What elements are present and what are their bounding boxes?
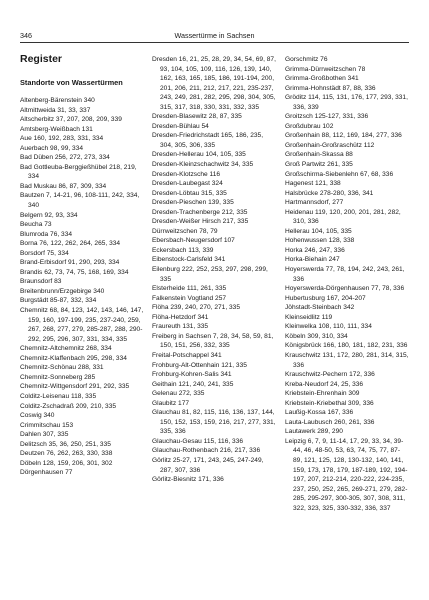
index-entry: Frohburg-Kohren-Salis 341 <box>152 371 232 379</box>
page-number: 346 <box>20 31 32 40</box>
index-entry: Kleinwelka 108, 110, 111, 334 <box>285 323 372 331</box>
index-entry: Görlitz-Biesnitz 171, 336 <box>152 476 224 484</box>
index-entry: Chemnitz-Altchemnitz 268, 334 <box>20 345 112 353</box>
index-entry: Eilenburg 222, 252, 253, 297, 298, 299, 335 <box>152 266 268 283</box>
index-entry: Lauta-Laubusch 260, 261, 336 <box>285 418 375 426</box>
index-column-1 <box>20 96 144 478</box>
index-entry: Hohenwussen 128, 338 <box>285 237 355 245</box>
index-entry: Dresden-Pieschen 139, 335 <box>152 199 234 207</box>
index-entry: Hartmannsdorf, 277 <box>285 199 344 207</box>
index-entry: Gorschmitz 76 <box>285 56 328 63</box>
section-title: Standorte von Wassertürmen <box>20 78 123 87</box>
index-entry: Blumroda 76, 334 <box>20 230 73 238</box>
index-entry: Burgstädt 85-87, 332, 334 <box>20 297 97 305</box>
index-column-3 <box>285 55 409 513</box>
index-entry: Glauchau 81, 82, 115, 116, 136, 137, 144, 150, 152, 153, 159, 216, 217, 277, 331, 335, 336 <box>152 409 276 436</box>
index-entry: Hagenest 121, 338 <box>285 180 341 188</box>
index-entry: Bad Düben 256, 272, 273, 334 <box>20 154 110 162</box>
index-entry: Görlitz 25-27, 171, 243, 245, 247-249, 287, 307, 336 <box>152 456 264 474</box>
index-entry: Bautzen 7, 14-21, 96, 108-111, 242, 334, 340 <box>20 192 140 210</box>
index-entry: Kleinseidlitz 119 <box>285 313 333 321</box>
index-entry: Freital-Potschappel 341 <box>152 351 222 359</box>
index-entry: Dörgenhausen 77 <box>20 469 73 477</box>
index-entry: Dresden-Bühlau 54 <box>152 122 209 130</box>
index-entry: Glauchau-Gesau 115, 116, 336 <box>152 437 244 445</box>
index-entry: Coswig 340 <box>20 412 55 420</box>
index-entry: Crimmitschau 153 <box>20 421 74 429</box>
index-entry: Leipzig 6, 7, 9, 11-14, 17, 29, 33, 34, 39-44, 46, 48-50, 53, 63, 74, 75, 77, 87-89, 121, 125, 128, 130-132, 140, 141, 159, 173, 178, 179, 187-189, 192, 194-197, 207, 212-214, 220-222, 224-235, 237, 250, 252, 265, 269-271, 279, 282-285, 295-297, 300-305, 307, 308, 311, 322, 323, 325, 330-332, 336, 337 <box>285 437 408 512</box>
index-entry: Dresden-Friedrichstadt 165, 186, 235, 304, 305, 306, 335 <box>152 132 264 149</box>
index-entry: Altmittweida 31, 33, 337 <box>20 106 91 114</box>
index-entry: Krauschwitz-Pechern 172, 336 <box>285 371 375 379</box>
index-entry: Lautawerk 289, 290 <box>285 428 343 436</box>
index-entry: Groß Partwitz 261, 335 <box>285 161 353 169</box>
index-entry: Dresden-Kleinzschachwitz 34, 335 <box>152 161 254 169</box>
index-entry: Jöhstadt-Steinbach 342 <box>285 304 355 312</box>
index-column-2 <box>152 55 276 485</box>
index-entry: Großenhain-Großraschütz 112 <box>285 141 375 149</box>
index-entry: Ebersbach-Neugersdorf 107 <box>152 237 235 245</box>
index-entry: Köbeln 309, 310, 334 <box>285 332 348 340</box>
index-entry: Hellerau 104, 105, 335 <box>285 227 352 235</box>
index-entry: Großschirma-Siebenlehn 67, 68, 336 <box>285 170 394 178</box>
index-entry: Großenhain 88, 112, 169, 184, 277, 336 <box>285 132 402 140</box>
index-entry: Bad Muskau 86, 87, 309, 334 <box>20 182 107 190</box>
index-entry: Glaubitz 177 <box>152 399 190 407</box>
index-entry: Grimma-Hohnstädt 87, 88, 336 <box>285 84 376 92</box>
index-entry: Flöha-Hetzdorf 341 <box>152 313 209 321</box>
index-entry: Laußig-Kossa 167, 336 <box>285 409 354 417</box>
index-entry: Eibenstock-Carlsfeld 341 <box>152 256 226 264</box>
index-entry: Colditz-Zschadraß 209, 210, 335 <box>20 402 117 410</box>
header-rule <box>20 42 409 43</box>
index-entry: Dresden-Löbtau 315, 335 <box>152 189 227 197</box>
index-entry: Deutzen 76, 262, 263, 330, 338 <box>20 450 113 458</box>
index-entry: Gröditz 114, 115, 131, 176, 177, 293, 331, 336, 339 <box>285 94 408 111</box>
index-entry: Horka-Biehain 247 <box>285 256 340 264</box>
index-entry: Dresden 16, 21, 25, 28, 29, 34, 54, 69, 87, 93, 104, 105, 109, 116, 126, 139, 140, 162, 163, 165, 185, 186, 191-194, 200, 201, 206, 211, 212, 217, 221, 235-237, 243, 249, 281, 282, 295, 298, 304, 305, 315, 317, 318, 330, 331, 332, 335 <box>152 56 276 111</box>
index-entry: Dresden-Blasewitz 28, 87, 335 <box>152 113 242 121</box>
index-entry: Borna 76, 122, 262, 264, 265, 334 <box>20 240 121 248</box>
running-title: Wassertürme in Sachsen <box>174 31 255 40</box>
index-entry: Braunsdorf 83 <box>20 278 62 286</box>
index-entry: Gelenau 272, 335 <box>152 390 205 398</box>
index-entry: Grimma-Großbothen 341 <box>285 75 359 83</box>
index-entry: Fraureuth 131, 335 <box>152 323 209 331</box>
index-entry: Dahlen 307, 335 <box>20 431 69 439</box>
index-entry: Falkenstein Vogtland 257 <box>152 294 227 302</box>
index-entry: Borsdorf 75, 334 <box>20 249 69 257</box>
index-entry: Glauchau-Rothenbach 216, 217, 336 <box>152 447 261 455</box>
index-entry: Hubertusburg 167, 204-207 <box>285 294 366 302</box>
index-entry: Kreba-Neudorf 24, 25, 336 <box>285 380 364 388</box>
index-entry: Colditz-Leisenau 118, 335 <box>20 392 97 400</box>
index-entry: Kriebstein-Kriebethal 309, 336 <box>285 399 374 407</box>
index-entry: Heidenau 119, 120, 200, 201, 281, 282, 310, 336 <box>285 208 401 226</box>
index-entry: Geithain 121, 240, 241, 335 <box>152 380 234 388</box>
index-entry: Dresden-Trachenberge 212, 335 <box>152 208 248 216</box>
index-entry: Chemnitz-Klaffenbach 295, 298, 334 <box>20 354 127 362</box>
index-entry: Brandis 62, 73, 74, 75, 168, 169, 334 <box>20 268 129 276</box>
index-entry: Freiberg in Sachsen 7, 28, 34, 58, 59, 81, 150, 151, 256, 332, 335 <box>152 332 274 350</box>
index-entry: Großenhain-Skassa 88 <box>285 151 353 159</box>
index-entry: Flöha 239, 240, 270, 271, 335 <box>152 304 240 312</box>
index-entry: Brand-Erbisdorf 91, 290, 293, 334 <box>20 259 120 267</box>
index-entry: Beucha 73 <box>20 221 52 229</box>
index-entry: Altenberg-Bärenstein 340 <box>20 97 95 104</box>
index-entry: Belgern 92, 93, 334 <box>20 211 78 219</box>
index-entry: Dresden-Klotzsche 116 <box>152 170 221 178</box>
index-entry: Halsbrücke 278-280, 336, 341 <box>285 189 374 197</box>
index-entry: Auerbach 98, 99, 334 <box>20 144 84 152</box>
index-entry: Eckersbach 113, 339 <box>152 246 214 254</box>
index-entry: Elsterheide 111, 261, 335 <box>152 285 227 293</box>
index-entry: Horka 246, 247, 336 <box>285 246 345 254</box>
index-entry: Breitenbrunn/Erzgebirge 340 <box>20 287 105 295</box>
index-entry: Amtsberg-Weißbach 131 <box>20 125 93 133</box>
running-header <box>20 30 409 41</box>
index-entry: Bad Gottleuba-Berggießhübel 218, 219, 334 <box>20 163 137 181</box>
index-entry: Chemnitz-Wittgensdorf 291, 292, 335 <box>20 383 130 391</box>
index-entry: Dresden-Laubegast 324 <box>152 180 223 188</box>
index-entry: Chemnitz 68, 84, 123, 142, 143, 146, 147, 159, 160, 197-199, 235, 237-240, 259, 267, 268, 277, 279, 285-287, 288, 290-292, 295, 296, 307, 331, 334, 335 <box>20 307 144 343</box>
index-entry: Delitzsch 35, 36, 250, 251, 335 <box>20 440 111 448</box>
index-entry: Groitzsch 125-127, 331, 336 <box>285 113 369 121</box>
index-entry: Dresden-Weißer Hirsch 217, 335 <box>152 218 249 226</box>
index-entry: Grimma-Dürrweitzschen 78 <box>285 65 366 73</box>
index-entry: Dürrweitzschen 78, 79 <box>152 227 218 235</box>
index-entry: Hoyerswerda-Dörgenhausen 77, 78, 336 <box>285 285 405 293</box>
index-entry: Frohburg-Alt-Ottenhain 121, 335 <box>152 361 247 369</box>
index-entry: Döbeln 128, 159, 206, 301, 302 <box>20 459 113 467</box>
index-entry: Altscherbitz 37, 207, 208, 209, 339 <box>20 116 122 124</box>
index-entry: Großdubrau 102 <box>285 122 334 130</box>
index-entry: Hoyerswerda 77, 78, 194, 242, 243, 261, 336 <box>285 266 405 283</box>
register-title: Register <box>20 53 63 65</box>
index-entry: Chemnitz-Sonneberg 285 <box>20 373 96 381</box>
index-entry: Krauschwitz 131, 172, 280, 281, 314, 315, 336 <box>285 351 409 369</box>
index-entry: Dresden-Hellerau 104, 105, 335 <box>152 151 246 159</box>
index-entry: Königsbrück 166, 180, 181, 182, 231, 336 <box>285 342 408 350</box>
index-entry: Aue 160, 192, 283, 331, 334 <box>20 135 104 143</box>
index-entry: Kriebstein-Ehrenhain 309 <box>285 390 360 398</box>
index-entry: Chemnitz-Schönau 288, 331 <box>20 364 104 372</box>
